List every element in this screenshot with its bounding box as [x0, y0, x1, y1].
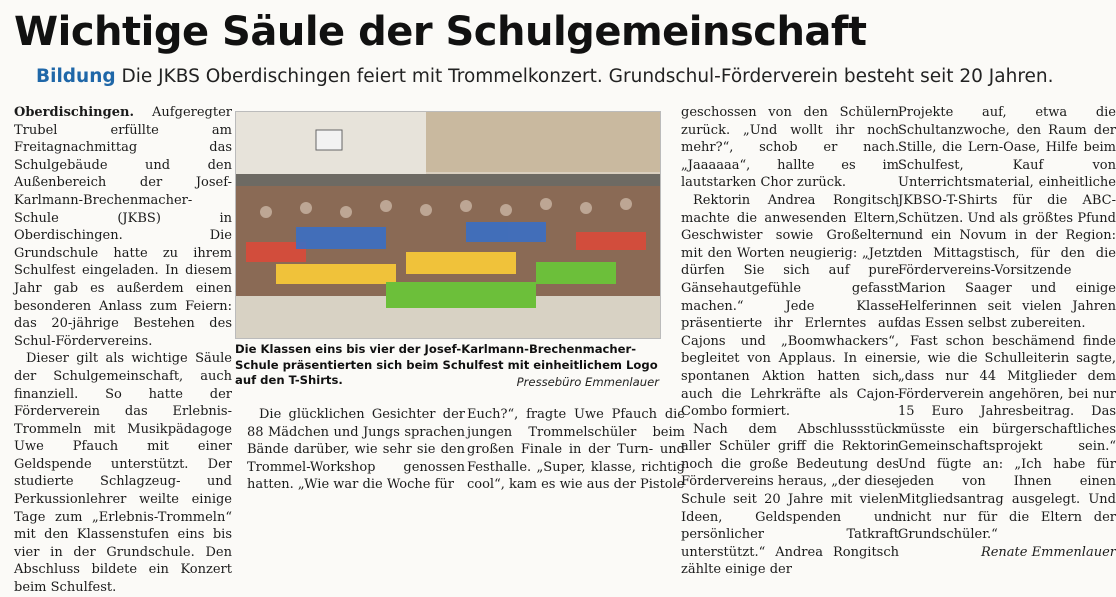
- paragraph: Fast schon beschämend finde sie, wie die Schulleiterin sagte, „dass nur 44 Mitglieder dem Förderverein angehören, bei nur 15 Euro Jahresbeitrag. Das müsste ein bürgerschaftliches Gemeinschaftsprojekt sein.“ Und fügte an: „Ich habe für jeden von Ihnen einen Mitgliedsantrag ausgelegt. Und nicht nur für die Eltern der Grundschüler.“: [898, 333, 1116, 543]
- photo-caption: Die Klassen eins bis vier der Josef-Karlmann-Brechenmacher-Schule präsentierten sich beim Schulfest mit einheitlichem Logo auf den T-Shirts.: [235, 342, 658, 387]
- subheadline-row: [36, 64, 1054, 90]
- paragraph: Rektorin Andrea Rongitsch machte die anwesenden Eltern, Geschwister sowie Großeltern mit den Worten neugierig: „Jetzt dürfen Sie sich auf pure Gänsehautgefühle gefasst machen.“ Jede Klasse präsentierte ihr Erlerntes auf Cajons und „Boomwhackers“, begleitet von Applaus. In einer spontanen Aktion hatten sich auch die Lehrkräfte als Cajon-Combo formiert.: [681, 192, 899, 420]
- article-column-4: [681, 104, 899, 579]
- photo-illustration: [236, 112, 660, 338]
- paragraph: Nach dem Abschlussstück aller Schüler griff die Rektorin noch die große Bedeutung des Fördervereins heraus, „der diese Schule seit 20 Jahre mit vielen Ideen, Geldspenden und persönlicher Tatkraft unterstützt.“ Andrea Rongitsch zählte einige der: [681, 421, 899, 578]
- section-kicker: Bildung: [36, 66, 116, 87]
- article-column-3: [467, 406, 685, 494]
- article-column-5: [898, 104, 1116, 561]
- dateline: Oberdischingen.: [14, 105, 134, 120]
- article-column-1: [14, 104, 232, 597]
- paragraph: Dieser gilt als wichtige Säule der Schulgemeinschaft, auch finanziell. So hatte der Förderverein das Erlebnis-Trommeln mit Musikpädagoge Uwe Pfauch mit einer Geldspende unterstützt. Der studierte Schlagzeug- und Perkussionlehrer weilte einige Tage zum „Erlebnis-Trommeln“ mit den Klassenstufen eins bis vier in der Grundschule. Den Abschluss bildete ein Konzert beim Schulfest.: [14, 351, 232, 596]
- event-photo: [235, 111, 661, 339]
- article-column-2: [247, 406, 465, 494]
- paragraph: [14, 104, 232, 350]
- paragraph: Die glücklichen Gesichter der 88 Mädchen und Jungs sprachen Bände darüber, wie sehr sie den Trommel-Workshop genossen hatten. „Wie war die Woche für: [247, 407, 465, 493]
- author-byline: Renate Emmenlauer: [980, 544, 1116, 560]
- photo-credit: Pressebüro Emmenlauer: [516, 375, 659, 389]
- paragraph: geschossen von den Schülern zurück. „Und wollt ihr noch mehr?“, schob er nach. „Jaaaaaa“, hallte es im lautstarken Chor zurück.: [681, 105, 899, 191]
- headline: Wichtige Säule der Schulgemeinschaft: [14, 9, 867, 55]
- paragraph: Euch?“, fragte Uwe Pfauch die jungen Trommelschüler beim großen Finale in der Turn- und Festhalle. „Super, klasse, richtig cool“, kam es wie aus der Pistole: [467, 407, 685, 493]
- paragraph-text: Aufgeregter Trubel erfüllte am Freitagnachmittag das Schulgebäude und den Außenbereich der Josef-Karlmann-Brechenmacher-Schule (JKBS) in Oberdischingen. Die Grundschule hatte zu ihrem Schulfest eingeladen. In diesem Jahr gab es außerdem einen besonderen Anlass zum Feiern: das 20-jährige Bestehen des Schul-Fördervereins.: [14, 105, 232, 349]
- paragraph: Projekte auf, etwa die Schultanzwoche, den Raum der Stille, die Lern-Oase, Hilfe beim Schulfest, Kauf von Unterrichtsmaterial, einheitliche JKBSO-T-Shirts für die ABC-Schützen. Und als größtes Pfund und ein Novum in der Region: den Mittagstisch, für den die Fördervereins-Vorsitzende Marion Saager und einige Helferinnen seit vielen Jahren das Essen selbst zubereiten.: [898, 105, 1116, 332]
- subheadline: Die JKBS Oberdischingen feiert mit Trommelkonzert. Grundschul-Förderverein besteht seit 20 Jahren.: [121, 66, 1054, 87]
